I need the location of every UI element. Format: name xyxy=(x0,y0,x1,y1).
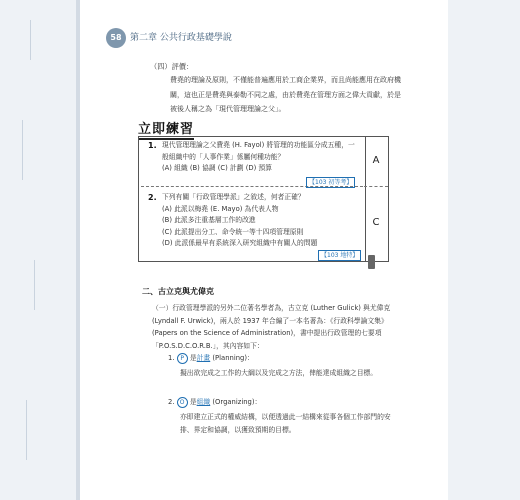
question-1-options: (A) 組織 (B) 協調 (C) 計劃 (D) 預算 xyxy=(162,164,273,172)
item-1-pre: 是 xyxy=(189,354,197,362)
question-2-option-d: (D) 此派係最早有系統深入研究組織中有關人的問題 xyxy=(162,239,318,247)
item-1-prefix: 1. xyxy=(168,354,175,362)
posdcorb-item-planning xyxy=(168,352,254,365)
item-1-term: 計畫 xyxy=(196,354,211,362)
item-2-term: 組織 xyxy=(196,398,211,406)
item-2-description: 亦即建立正式的權威結構，以便透過此一結構來從事各個工作部門的安排、界定和協調，以獲致預期的目標。 xyxy=(180,413,391,434)
question-1-source: 【103 初等考】 xyxy=(306,177,355,188)
question-1-number: 1. xyxy=(148,141,157,150)
right-margin xyxy=(448,0,520,500)
item-1-description: 擬出欲完成之工作的大綱以及完成之方法，俾能達成組織之目標。 xyxy=(180,369,378,377)
question-2-source: 【103 地特】 xyxy=(318,250,361,261)
question-1 xyxy=(148,140,358,175)
posdcorb-item-organizing xyxy=(168,396,261,409)
answer-2: C xyxy=(372,217,380,228)
question-2 xyxy=(148,192,358,250)
answer-divider xyxy=(364,186,388,187)
question-2-option-c: (C) 此派提出分工、命令統一等十四項管理原則 xyxy=(162,227,304,236)
o-letter-icon: O xyxy=(177,397,188,408)
question-2-text: 下列有關「行政管理學派」之敘述，何者正確？ xyxy=(162,193,305,201)
bookmark-icon xyxy=(368,255,375,269)
question-2-number: 2. xyxy=(148,193,157,202)
left-margin-decoration xyxy=(0,0,78,500)
p-letter-icon: P xyxy=(177,353,188,364)
question-1-text: 現代管理理論之父費堯 (H. Fayol) 將管理的功能區分成五種，一般組織中的「人事作業」係屬何種功能？ xyxy=(162,141,355,161)
drill-title: 立即練習 xyxy=(138,118,194,140)
question-2-option-b: (B) 此派多注重基層工作的改進 xyxy=(162,216,256,224)
item-1-english: (Planning)： xyxy=(210,354,254,362)
section-2-heading: 二、古立克與尤偉克 xyxy=(142,287,214,296)
answer-1: A xyxy=(372,155,380,166)
section-2-intro: （一）行政管理學派的另外二位著名學者為，古立克 (Luther Gulick) 與尤偉克 (Lyndall F. Urwick)，兩人於 1937 年合編了一本名著為：《行政科學論文集》(Papers on the Science of Administration)，書中提出行政管理的七要項「P.O.S.D.C.O.R.B.」，其內容如下： xyxy=(152,304,391,350)
item-2-pre: 是 xyxy=(189,398,197,406)
page-number-badge: 58 xyxy=(106,28,126,48)
section-4-heading: （四）評價： xyxy=(150,62,194,71)
item-2-prefix: 2. xyxy=(168,398,175,406)
item-2-english: (Organizing)： xyxy=(210,398,262,406)
question-2-option-a: (A) 此派以梅堯 (E. Mayo) 為代表人物 xyxy=(162,204,279,213)
section-4-paragraph: 費堯的理論及原則，不僅能普遍應用於工商企業界，而且尚能應用在政府機關，這也正是費堯與泰勒不同之處，由於費堯在管理方面之偉大貢獻，於是被後人稱之為「現代管理理論之父」。 xyxy=(170,76,401,113)
chapter-title: 第二章 公共行政基礎學說 xyxy=(130,33,232,43)
